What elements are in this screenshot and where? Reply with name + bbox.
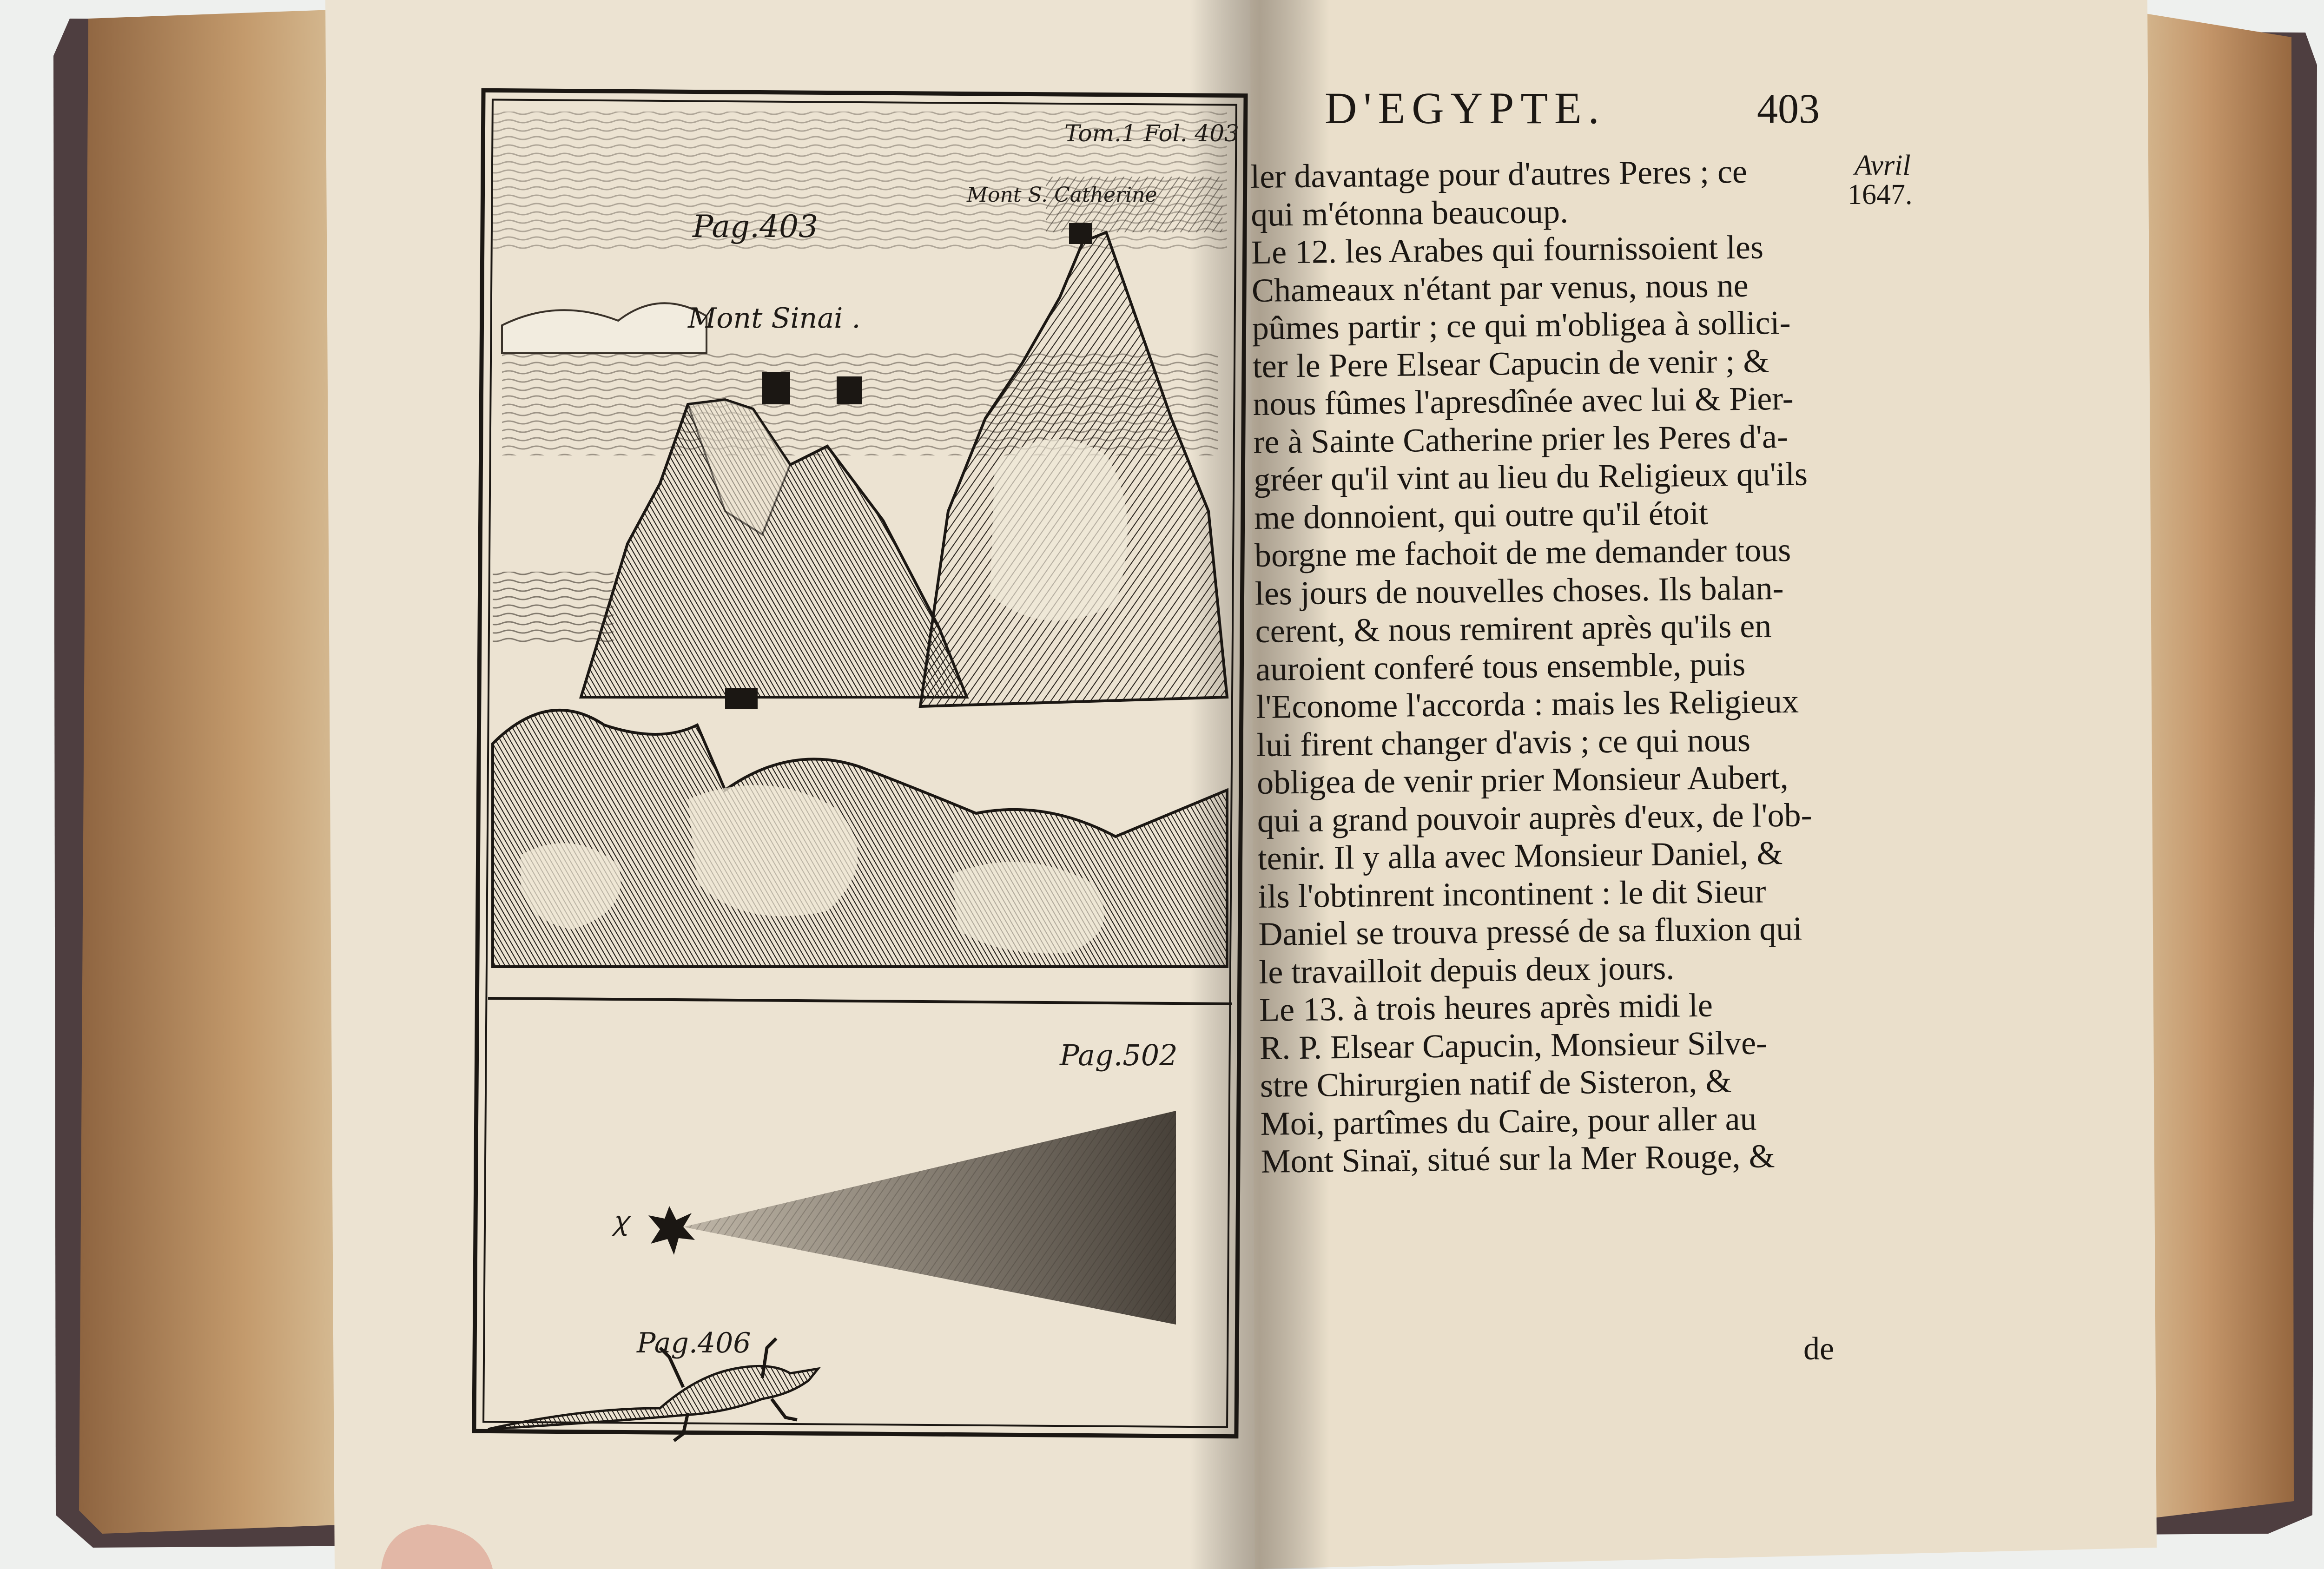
text-line: l'Econome l'accorda : mais les Religieux: [1255, 682, 1799, 725]
text-line: me donnoient, qui outre qu'il étoit: [1254, 494, 1709, 536]
text-line: Le 12. les Arabes qui fournissoient les: [1251, 228, 1764, 271]
text-line: tenir. Il y alla avec Monsieur Daniel, &: [1257, 834, 1783, 877]
margin-note-month: Avril: [1855, 150, 1911, 181]
text-line: Le 13. à trois heures après midi le: [1259, 986, 1713, 1028]
text-line: Mont Sinaï, situé sur la Mer Rouge, &: [1261, 1137, 1775, 1180]
label-mont-sinai: Mont Sinai .: [688, 302, 861, 335]
label-pag-comet: Pag.502: [1060, 1038, 1178, 1072]
text-line: lui firent changer d'avis ; ce qui nous: [1256, 721, 1751, 764]
text-line: R. P. Elsear Capucin, Monsieur Silve-: [1259, 1023, 1768, 1067]
label-small-mark: ꭓ: [613, 1206, 627, 1236]
left-page-edges: [79, 9, 353, 1534]
text-line: re à Sainte Catherine prier les Peres d'a-: [1253, 417, 1789, 461]
page-number: 403: [1757, 86, 1820, 132]
label-pag-top: Pag.403: [693, 209, 818, 244]
text-line: les jours de nouvelles choses. Ils balan-: [1254, 569, 1784, 612]
running-head: D'EGYPTE.: [1325, 83, 1606, 133]
text-line: ter le Pere Elsear Capucin de venir ; &: [1252, 342, 1769, 385]
text-line: qui m'étonna beaucoup.: [1250, 192, 1569, 233]
text-line: nous fûmes l'apresdînée avec lui & Pier-: [1253, 379, 1794, 422]
text-line: qui a grand pouvoir auprès d'eux, de l'ob-: [1257, 796, 1812, 839]
text-line: le travailloit depuis deux jours.: [1258, 949, 1675, 991]
text-line: Chameaux n'étant par venus, nous ne: [1251, 266, 1749, 309]
body-text: [1250, 152, 1856, 1181]
text-line: pûmes partir ; ce qui m'obligea à sollici-: [1252, 303, 1791, 347]
text-line: ler davantage pour d'autres Peres ; ce: [1250, 152, 1748, 195]
text-line: cerent, & nous remirent après qu'ils en: [1255, 607, 1772, 650]
text-line: auroient conferé tous ensemble, puis: [1255, 645, 1746, 688]
label-pag-lizard: Pag.406: [637, 1327, 751, 1359]
plate-header: Tom.1 Fol. 403: [1064, 120, 1239, 147]
margin-note-year: 1647.: [1848, 179, 1913, 211]
label-mont-catherine: Mont S. Catherine: [967, 183, 1157, 207]
text-line: Moi, partîmes du Caire, pour aller au: [1260, 1100, 1757, 1142]
catchword: de: [1803, 1331, 1835, 1367]
text-line: borgne me fachoit de me demander tous: [1254, 531, 1791, 574]
text-line: obligea de venir prier Monsieur Aubert,: [1256, 758, 1789, 801]
text-line: gréer qu'il vint au lieu du Religieux qu'ils: [1253, 455, 1808, 498]
text-line: Daniel se trouva pressé de sa fluxion qui: [1258, 910, 1802, 953]
text-line: stre Chirurgien natif de Sisteron, &: [1260, 1062, 1732, 1104]
text-line: ils l'obtinrent incontinent : le dit Sieur: [1258, 872, 1766, 915]
